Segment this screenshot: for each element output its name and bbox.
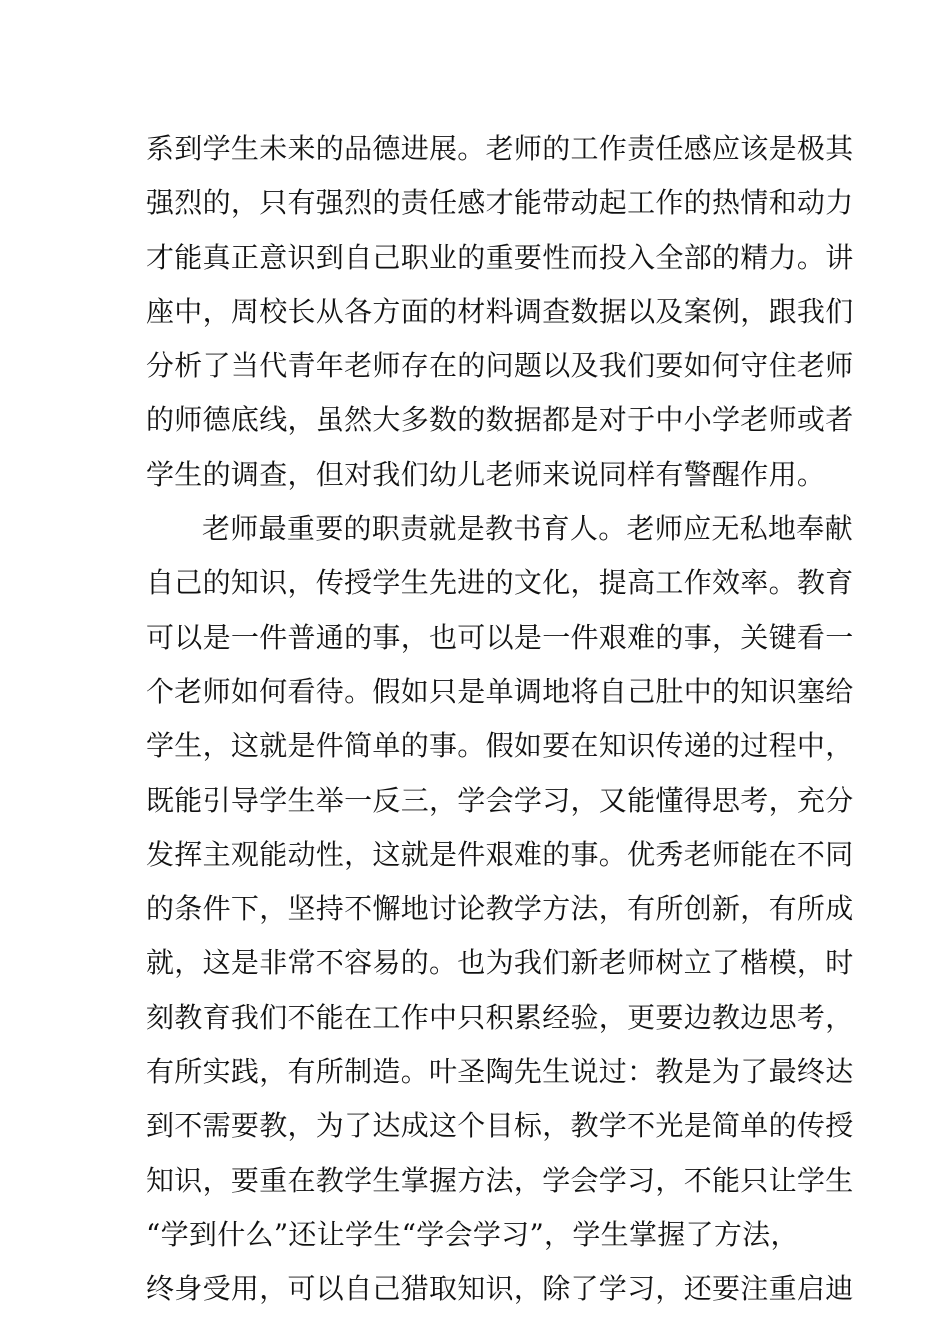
text-line: “学到什么”还让学生“学会学习”，学生掌握了方法， [146,1217,799,1251]
paragraph-first-line: 老师最重要的职责就是教书育人。老师应无私地奉献 [202,512,853,546]
text-line: 系到学生未来的品德进展。老师的工作责任感应该是极其 [146,132,854,165]
text-line: 学生，这就是件简单的事。假如要在知识传递的过程中， [146,729,854,763]
body-text [146,122,854,1317]
text-line: 学生的调查，但对我们幼儿老师来说同样有警醒作用。 [146,457,826,491]
text-line: 发挥主观能动性，这就是件艰难的事。优秀老师能在不同 [146,837,854,871]
text-line: 个老师如何看待。假如只是单调地将自己肚中的知识塞给 [146,674,854,708]
text-line: 座中，周校长从各方面的材料调查数据以及案例，跟我们 [146,294,854,328]
text-line: 有所实践，有所制造。叶圣陶先生说过：教是为了最终达 [146,1055,854,1089]
text-line: 分析了当代青年老师存在的问题以及我们要如何守住老师 [146,349,854,383]
text-line: 刻教育我们不能在工作中只积累经验，更要边教边思考， [146,1000,854,1034]
text-line: 到不需要教，为了达成这个目标，教学不光是简单的传授 [146,1109,854,1143]
text-line: 就，这是非常不容易的。也为我们新老师树立了楷模，时 [146,946,854,980]
text-line: 的师德底线，虽然大多数的数据都是对于中小学老师或者 [146,403,854,437]
text-line: 知识，要重在教学生掌握方法，学会学习，不能只让学生 [146,1163,854,1197]
text-line: 的条件下，坚持不懈地讨论教学方法，有所创新，有所成 [146,892,854,926]
text-line: 才能真正意识到自己职业的重要性而投入全部的精力。讲 [146,240,854,274]
text-line: 终身受用，可以自己猎取知识，除了学习，还要注重启迪 [146,1272,854,1306]
text-line: 既能引导学生举一反三，学会学习，又能懂得思考，充分 [146,783,854,817]
text-line: 自己的知识，传授学生先进的文化，提高工作效率。教育 [146,566,854,600]
text-line: 可以是一件普通的事，也可以是一件艰难的事，关键看一 [146,620,854,654]
text-line: 强烈的，只有强烈的责任感才能带动起工作的热情和动力 [146,186,854,220]
